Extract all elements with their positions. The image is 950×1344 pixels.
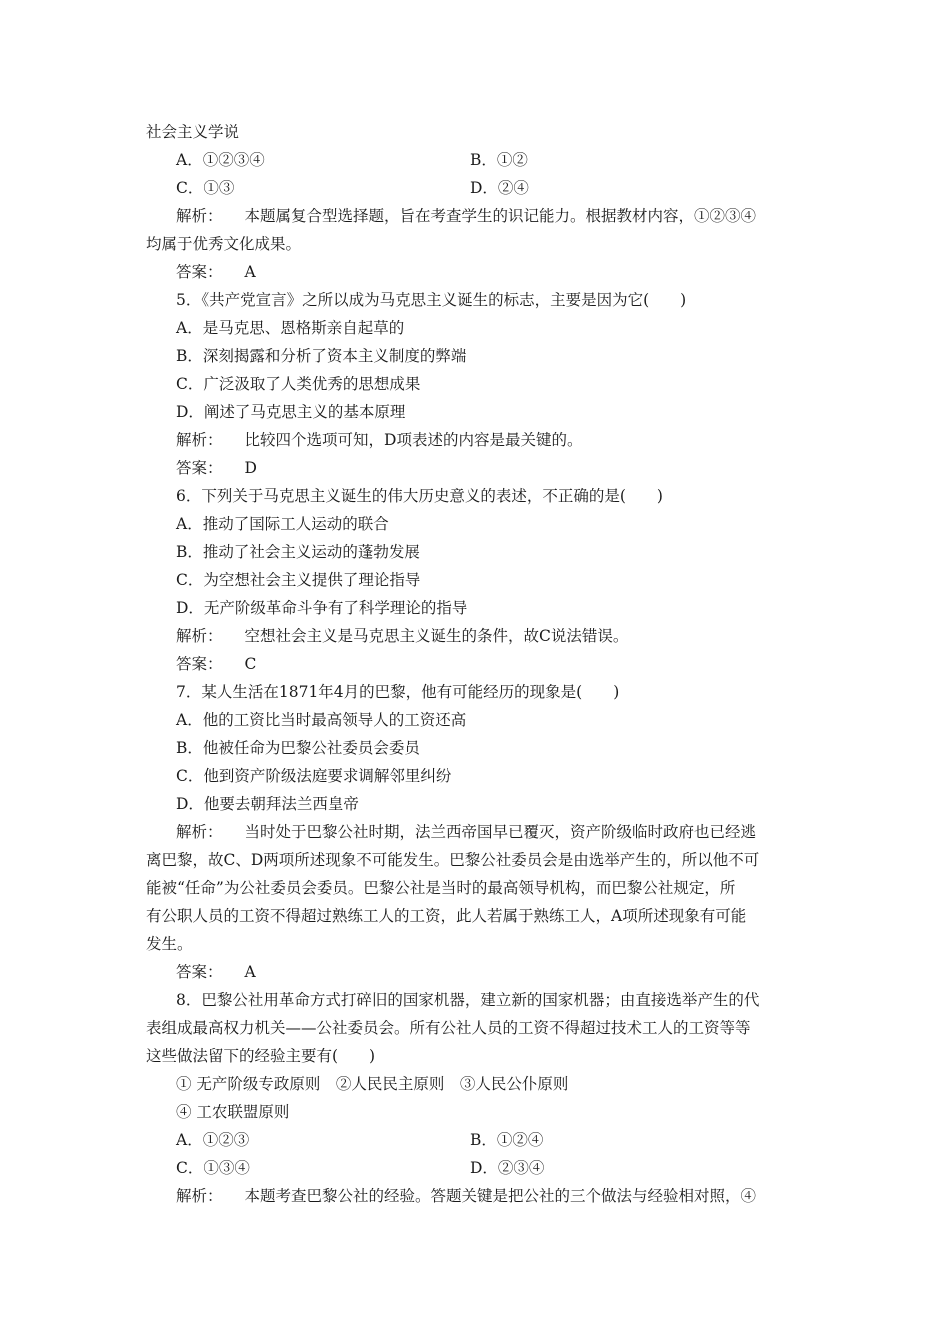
q4-analysis bbox=[176, 206, 808, 226]
answer-value: A bbox=[244, 963, 256, 981]
q4-answer bbox=[176, 262, 256, 282]
q8-items-line-1: ① 无产阶级专政原则 ②人民民主原则 ③人民公仆原则 bbox=[176, 1075, 569, 1093]
analysis-label: 解析： bbox=[176, 823, 223, 841]
q7-option-b: B．他被任命为巴黎公社委员会委员 bbox=[176, 739, 420, 757]
q6-option-c: C．为空想社会主义提供了理论指导 bbox=[176, 571, 421, 589]
q8-option-b: B．①②④ bbox=[470, 1131, 544, 1149]
q8-option-a: A．①②③ bbox=[176, 1131, 250, 1149]
q5-analysis bbox=[176, 430, 582, 450]
q5-option-a: A．是马克思、恩格斯亲自起草的 bbox=[176, 319, 405, 337]
q7-option-c: C．他到资产阶级法庭要求调解邻里纠纷 bbox=[176, 767, 452, 785]
answer-value: C bbox=[244, 655, 257, 673]
q7-analysis-cont-2: 能被“任命”为公社委员会委员。巴黎公社是当时的最高领导机构，而巴黎公社规定，所 bbox=[146, 879, 736, 897]
q4-option-d: D．②④ bbox=[470, 179, 529, 197]
q7-analysis-cont-1: 离巴黎，故C、D两项所述现象不可能发生。巴黎公社委员会是由选举产生的，所以他不可 bbox=[146, 851, 760, 869]
analysis-label: 解析： bbox=[176, 627, 223, 645]
analysis-text: 比较四个选项可知，D项表述的内容是最关键的。 bbox=[244, 431, 583, 449]
q7-analysis-cont-4: 发生。 bbox=[146, 935, 193, 953]
analysis-text: 当时处于巴黎公社时期，法兰西帝国早已覆灭，资产阶级临时政府也已经逃 bbox=[244, 823, 757, 841]
q7-stem: 7．某人生活在1871年4月的巴黎，他有可能经历的现象是( ) bbox=[176, 683, 620, 701]
q7-analysis bbox=[176, 822, 808, 842]
q4-option-c: C．①③ bbox=[176, 179, 235, 197]
q4-stem-tail: 社会主义学说 bbox=[146, 123, 240, 141]
analysis-label: 解析： bbox=[176, 207, 223, 225]
answer-label: 答案： bbox=[176, 655, 223, 673]
q5-option-b: B．深刻揭露和分析了资本主义制度的弊端 bbox=[176, 347, 467, 365]
q4-option-a: A．①②③④ bbox=[176, 151, 265, 169]
q7-option-d: D．他要去朝拜法兰西皇帝 bbox=[176, 795, 359, 813]
answer-label: 答案： bbox=[176, 263, 223, 281]
analysis-text: 本题属复合型选择题，旨在考查学生的识记能力。根据教材内容，①②③④ bbox=[244, 207, 757, 225]
answer-label: 答案： bbox=[176, 459, 223, 477]
q4-analysis-cont: 均属于优秀文化成果。 bbox=[146, 235, 302, 253]
q4-option-b: B．①② bbox=[470, 151, 528, 169]
q6-analysis bbox=[176, 626, 628, 646]
q6-option-d: D．无产阶级革命斗争有了科学理论的指导 bbox=[176, 599, 468, 617]
q6-stem: 6．下列关于马克思主义诞生的伟大历史意义的表述，不正确的是( ) bbox=[176, 487, 663, 505]
answer-value: D bbox=[244, 459, 257, 477]
q8-option-d: D．②③④ bbox=[470, 1159, 545, 1177]
q5-option-c: C．广泛汲取了人类优秀的思想成果 bbox=[176, 375, 421, 393]
answer-label: 答案： bbox=[176, 963, 223, 981]
q8-items-line-2: ④ 工农联盟原则 bbox=[176, 1103, 290, 1121]
q6-option-b: B．推动了社会主义运动的蓬勃发展 bbox=[176, 543, 420, 561]
analysis-label: 解析： bbox=[176, 1187, 223, 1205]
q8-option-c: C．①③④ bbox=[176, 1159, 250, 1177]
analysis-text: 本题考查巴黎公社的经验。答题关键是把公社的三个做法与经验相对照，④ bbox=[244, 1187, 757, 1205]
q7-option-a: A．他的工资比当时最高领导人的工资还高 bbox=[176, 711, 467, 729]
q7-analysis-cont-3: 有公职人员的工资不得超过熟练工人的工资，此人若属于熟练工人，A项所述现象有可能 bbox=[146, 907, 747, 925]
q6-option-a: A．推动了国际工人运动的联合 bbox=[176, 515, 389, 533]
analysis-label: 解析： bbox=[176, 431, 223, 449]
q6-answer bbox=[176, 654, 256, 674]
analysis-text: 空想社会主义是马克思主义诞生的条件，故C说法错误。 bbox=[244, 627, 629, 645]
answer-value: A bbox=[244, 263, 256, 281]
q5-stem: 5．《共产党宣言》之所以成为马克思主义诞生的标志，主要是因为它( ) bbox=[176, 291, 687, 309]
q8-stem-line-3: 这些做法留下的经验主要有( ) bbox=[146, 1047, 376, 1065]
q7-answer bbox=[176, 962, 256, 982]
q8-analysis bbox=[176, 1186, 808, 1206]
q5-option-d: D．阐述了马克思主义的基本原理 bbox=[176, 403, 406, 421]
q8-stem-line-1: 8．巴黎公社用革命方式打碎旧的国家机器，建立新的国家机器；由直接选举产生的代 bbox=[176, 991, 760, 1009]
q5-answer bbox=[176, 458, 257, 478]
q8-stem-line-2: 表组成最高权力机关——公社委员会。所有公社人员的工资不得超过技术工人的工资等等 bbox=[146, 1019, 751, 1037]
